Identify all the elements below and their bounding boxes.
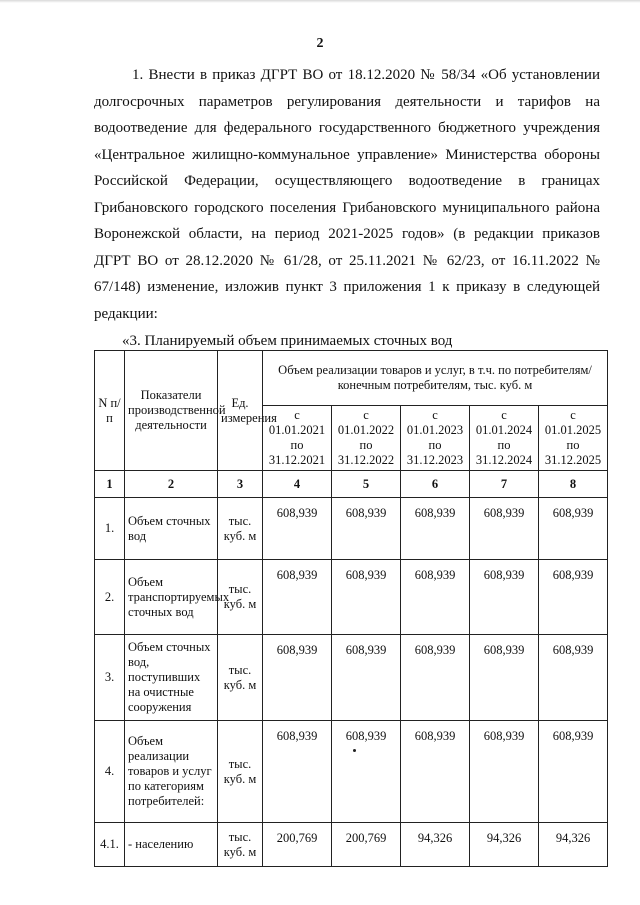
row-number: 4. (95, 721, 125, 823)
paragraph-line: ДГРТ ВО от 28.12.2020 № 61/28, от 25.11.2021 № 62/23, от 16.11.2022 № (94, 252, 600, 269)
table-row (95, 721, 608, 823)
scan-top-edge (0, 0, 640, 3)
row-number: 2. (95, 560, 125, 635)
paragraph-line: 67/148) изменение, изложив пункт 3 приложения 1 к приказу в следующей (94, 279, 600, 295)
paragraph-line: «Центральное жилищно-коммунальное управление» Министерства обороны (94, 146, 600, 163)
value-cell: 608,939 (470, 635, 539, 721)
column-number: 1 (95, 471, 125, 498)
column-number: 2 (125, 471, 218, 498)
value-cell: 608,939 (332, 560, 401, 635)
value-cell: 608,939 (263, 635, 332, 721)
section-title: «3. Планируемый объем принимаемых сточных вод (122, 333, 453, 349)
header-indicators: Показатели производственной деятельности (125, 351, 218, 471)
row-unit: тыс. куб. м (218, 498, 263, 560)
value-cell: 608,939 (263, 560, 332, 635)
value-cell: 608,939 (539, 635, 608, 721)
wastewater-volume-table (94, 350, 608, 867)
table-row (95, 823, 608, 867)
value-cell: 200,769 (263, 823, 332, 867)
table-row (95, 635, 608, 721)
value-cell: 94,326 (401, 823, 470, 867)
value-cell: 608,939 (401, 721, 470, 823)
value-cell: 608,939 (332, 635, 401, 721)
value-cell: 608,939 (470, 560, 539, 635)
value-cell: 608,939 (263, 498, 332, 560)
paragraph-line: Грибановского городского поселения Грибановского муниципального района (94, 199, 600, 216)
value-cell: 608,939 (401, 498, 470, 560)
row-number: 4.1. (95, 823, 125, 867)
paragraph-line: водоотведение для федерального государственного бюджетного учреждения (94, 120, 600, 136)
value-cell: 608,939 (470, 498, 539, 560)
row-indicator: - населению (125, 823, 218, 867)
column-number: 4 (263, 471, 332, 498)
period-header: с 01.01.2025 по 31.12.2025 (539, 406, 608, 471)
header-unit: Ед. измерения (218, 351, 263, 471)
period-header: с 01.01.2021 по 31.12.2021 (263, 406, 332, 471)
row-unit: тыс. куб. м (218, 823, 263, 867)
scan-dot-mark (353, 749, 356, 752)
paragraph-line: долгосрочных параметров регулирования деятельности и тарифов на (94, 93, 600, 110)
column-number: 6 (401, 471, 470, 498)
amendment-paragraph (94, 62, 600, 327)
row-number: 3. (95, 635, 125, 721)
value-cell: 608,939 (401, 560, 470, 635)
column-number: 3 (218, 471, 263, 498)
value-text: 608,939 (345, 729, 387, 743)
period-header: с 01.01.2022 по 31.12.2022 (332, 406, 401, 471)
column-number: 8 (539, 471, 608, 498)
column-number: 5 (332, 471, 401, 498)
row-unit: тыс. куб. м (218, 635, 263, 721)
paragraph-line: 1. Внести в приказ ДГРТ ВО от 18.12.2020 № 58/34 «Об установлении (132, 67, 600, 83)
row-unit: тыс. куб. м (218, 560, 263, 635)
value-cell: 608,939 (539, 560, 608, 635)
period-header: с 01.01.2023 по 31.12.2023 (401, 406, 470, 471)
page-number: 2 (316, 36, 324, 51)
row-indicator: Объем реализации товаров и услуг по категориям потребителей: (125, 721, 218, 823)
value-cell: 94,326 (470, 823, 539, 867)
value-cell (332, 721, 401, 823)
row-number: 1. (95, 498, 125, 560)
value-cell: 608,939 (332, 498, 401, 560)
table-row (95, 560, 608, 635)
value-cell: 608,939 (539, 498, 608, 560)
row-indicator: Объем транспортируемых сточных вод (125, 560, 218, 635)
paragraph-line: Российской Федерации, осуществляющего водоотведение в границах (94, 173, 600, 189)
paragraph-line: редакции: (94, 305, 158, 322)
value-cell: 608,939 (539, 721, 608, 823)
period-header: с 01.01.2024 по 31.12.2024 (470, 406, 539, 471)
value-cell: 200,769 (332, 823, 401, 867)
paragraph-line: Воронежской области, на период 2021-2025 годов» (в редакции приказов (94, 226, 600, 242)
row-indicator: Объем сточных вод (125, 498, 218, 560)
value-cell: 608,939 (401, 635, 470, 721)
value-cell: 94,326 (539, 823, 608, 867)
table-row (95, 498, 608, 560)
column-number: 7 (470, 471, 539, 498)
value-cell: 608,939 (470, 721, 539, 823)
row-unit: тыс. куб. м (218, 721, 263, 823)
row-indicator: Объем сточных вод, поступивших на очистные сооружения (125, 635, 218, 721)
value-cell: 608,939 (263, 721, 332, 823)
header-num: N п/п (95, 351, 125, 471)
header-volume: Объем реализации товаров и услуг, в т.ч. по потребителям/ конечным потребителям, тыс. куб. м (263, 351, 608, 406)
